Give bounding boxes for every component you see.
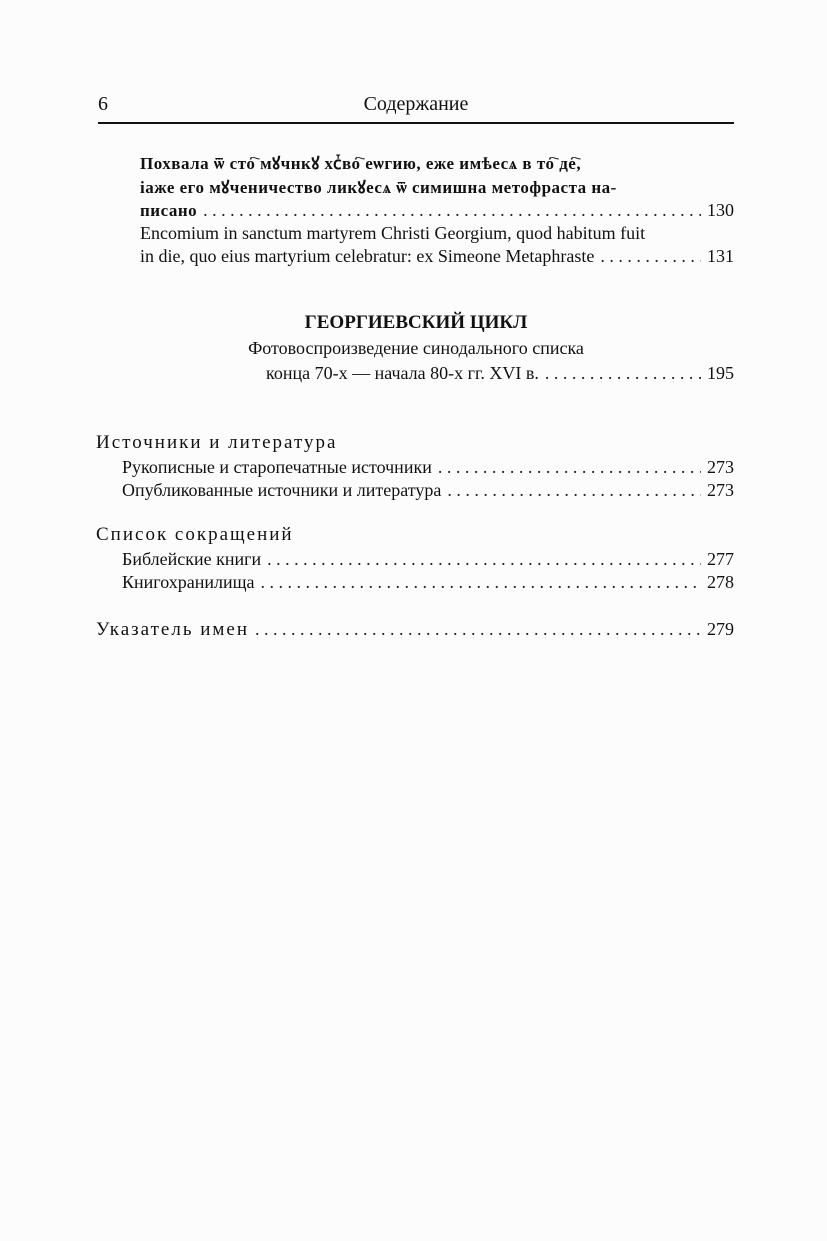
page-ref: 277 [707, 549, 734, 569]
slavonic-line-1: Похвала ѿ сто҇ мꙋчнкꙋ хсⷮво҇ еѡгию, еже имѣесѧ в то҇ де҇, [140, 154, 582, 173]
latin-line-1: Encomium in sanctum martyrem Christi Georgium, quod habitum fuit [140, 223, 646, 243]
section-heading-sources: Источники и литература [96, 432, 338, 453]
page-ref: 195 [707, 363, 734, 383]
page-ref: 279 [707, 619, 734, 639]
page-ref: 131 [707, 246, 734, 266]
page-ref: 273 [707, 480, 734, 500]
entry-label: Указатель имен [96, 619, 250, 640]
page-ref: 278 [707, 572, 734, 592]
toc-entry-bible-books[interactable] [122, 548, 734, 570]
dot-leader [545, 362, 701, 384]
page-number: 6 [98, 93, 108, 115]
entry-label: Рукописные и старопечатные источники [122, 457, 432, 477]
slavonic-line-2: іаже его мꙋченичество ликꙋесѧ ѿ симишна метофраста на- [140, 178, 617, 197]
slavonic-line-3: писано [140, 201, 198, 220]
dot-leader [267, 548, 701, 570]
latin-line-2: in die, quo eius martyrium celebratur: ex Simeone Metaphraste [140, 246, 595, 266]
toc-entry-manuscripts[interactable] [122, 456, 734, 478]
entry-label: Книгохранилища [122, 572, 255, 592]
entry-label: Библейские книги [122, 549, 262, 569]
toc-entry-cycle[interactable] [266, 362, 734, 384]
toc-entry-published[interactable] [122, 479, 734, 501]
cycle-line-2: конца 70-х — начала 80-х гг. XVI в. [266, 363, 539, 383]
dot-leader [438, 456, 701, 478]
toc-entry-repositories[interactable] [122, 571, 734, 593]
page-ref: 130 [707, 200, 734, 220]
dot-leader [255, 618, 701, 640]
running-title: Содержание [363, 93, 469, 115]
cycle-subtitle: Фотовоспроизведение синодального списка [248, 338, 584, 358]
entry-label: Опубликованные источники и литература [122, 480, 442, 500]
cycle-title: ГЕОРГИЕВСКИЙ ЦИКЛ [304, 312, 528, 333]
dot-leader [447, 479, 701, 501]
section-heading-abbreviations: Список сокращений [96, 524, 294, 545]
header-rule [98, 122, 734, 124]
toc-entry-index[interactable] [96, 618, 734, 641]
toc-entry-latin[interactable] [140, 245, 734, 267]
toc-entry-slavonic[interactable] [140, 199, 734, 222]
dot-leader [203, 199, 701, 221]
dot-leader [600, 245, 701, 267]
dot-leader [260, 571, 701, 593]
page-ref: 273 [707, 457, 734, 477]
